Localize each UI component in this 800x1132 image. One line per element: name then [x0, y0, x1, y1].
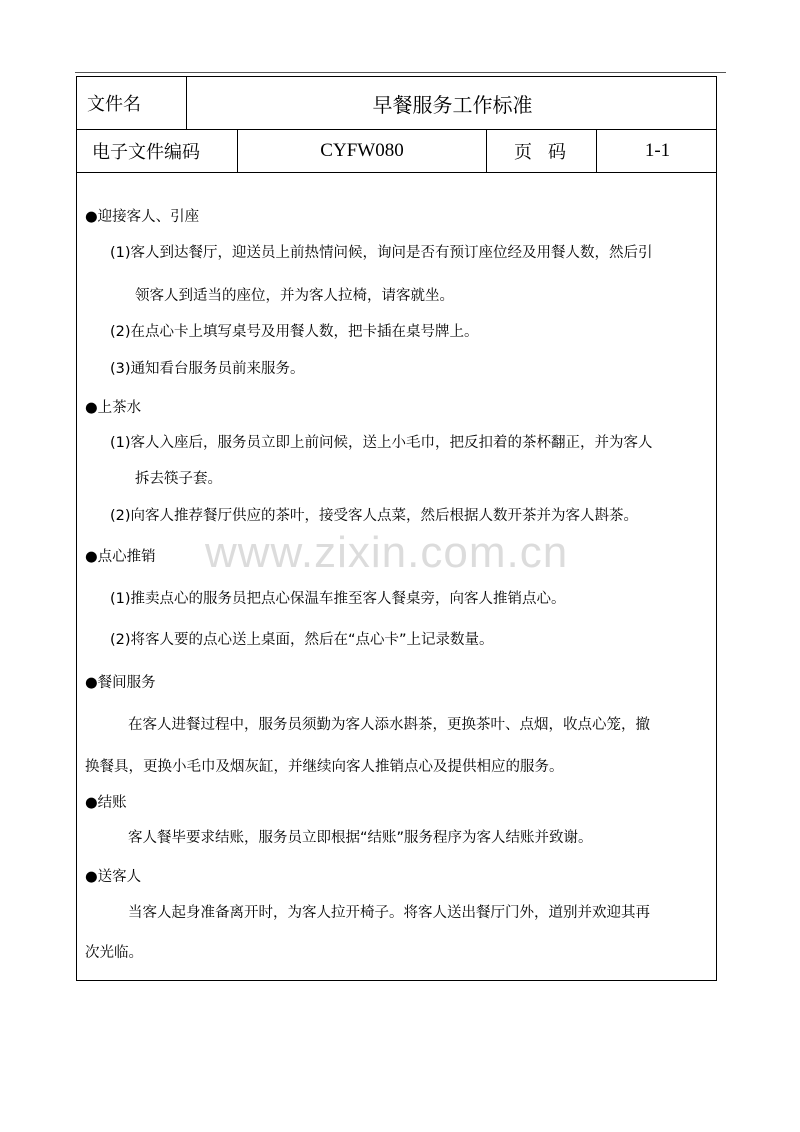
- paragraph-line: 当客人起身准备离开时，为客人拉开椅子。将客人送出餐厅门外，道别并欢迎其再: [128, 905, 650, 921]
- section-heading-greeting: ●迎接客人、引座: [85, 209, 200, 225]
- paragraph-line: (2)在点心卡上填写桌号及用餐人数，把卡插在桌号牌上。: [110, 324, 479, 340]
- paragraph-line: (2)将客人要的点心送上桌面，然后在“点心卡”上记录数量。: [110, 632, 494, 648]
- page-number: 1-1: [644, 140, 671, 161]
- page-label: 页码: [487, 130, 597, 172]
- file-code-label: 电子文件编码: [77, 130, 238, 172]
- section-heading-checkout: ●结账: [85, 795, 127, 811]
- paragraph-line: (1)推卖点心的服务员把点心保温车推至客人餐桌旁，向客人推销点心。: [110, 591, 566, 607]
- paragraph-line: 领客人到适当的座位，并为客人拉椅，请客就坐。: [135, 288, 454, 304]
- paragraph-line: 换餐具，更换小毛巾及烟灰缸，并继续向客人推销点心及提供相应的服务。: [85, 759, 564, 775]
- paragraph-line: (1)客人入座后，服务员立即上前问候，送上小毛巾，把反扣着的茶杯翻正，并为客人: [110, 435, 653, 451]
- section-heading-dimsum: ●点心推销: [85, 549, 156, 565]
- paragraph-line: (1)客人到达餐厅，迎送员上前热情问候，询问是否有预订座位经及用餐人数，然后引: [110, 245, 653, 261]
- section-heading-service: ●餐间服务: [85, 675, 156, 691]
- file-code-value: CYFW080: [238, 130, 487, 172]
- paragraph-line: 客人餐毕要求结账，服务员立即根据“结账”服务程序为客人结账并致谢。: [128, 830, 593, 846]
- paragraph-line: 次光临。: [85, 945, 143, 961]
- paragraph-line: 拆去筷子套。: [135, 471, 222, 487]
- paragraph-line: (3)通知看台服务员前来服务。: [110, 361, 305, 377]
- paragraph-line: 在客人进餐过程中，服务员须勤为客人添水斟茶，更换茶叶、点烟，收点心笼，撤: [128, 717, 650, 733]
- header-rule: [75, 72, 726, 73]
- file-name-label: 文件名: [77, 77, 187, 129]
- section-heading-tea: ●上茶水: [85, 400, 142, 416]
- section-heading-farewell: ●送客人: [85, 869, 142, 885]
- header-row-code: [77, 130, 716, 173]
- paragraph-line: (2)向客人推荐餐厅供应的茶叶，接受客人点菜，然后根据人数开茶并为客人斟茶。: [110, 508, 639, 524]
- document-title: 早餐服务工作标准: [372, 92, 533, 117]
- header-row-title: [77, 77, 716, 130]
- site-watermark: www.zixin.com.cn: [205, 528, 569, 577]
